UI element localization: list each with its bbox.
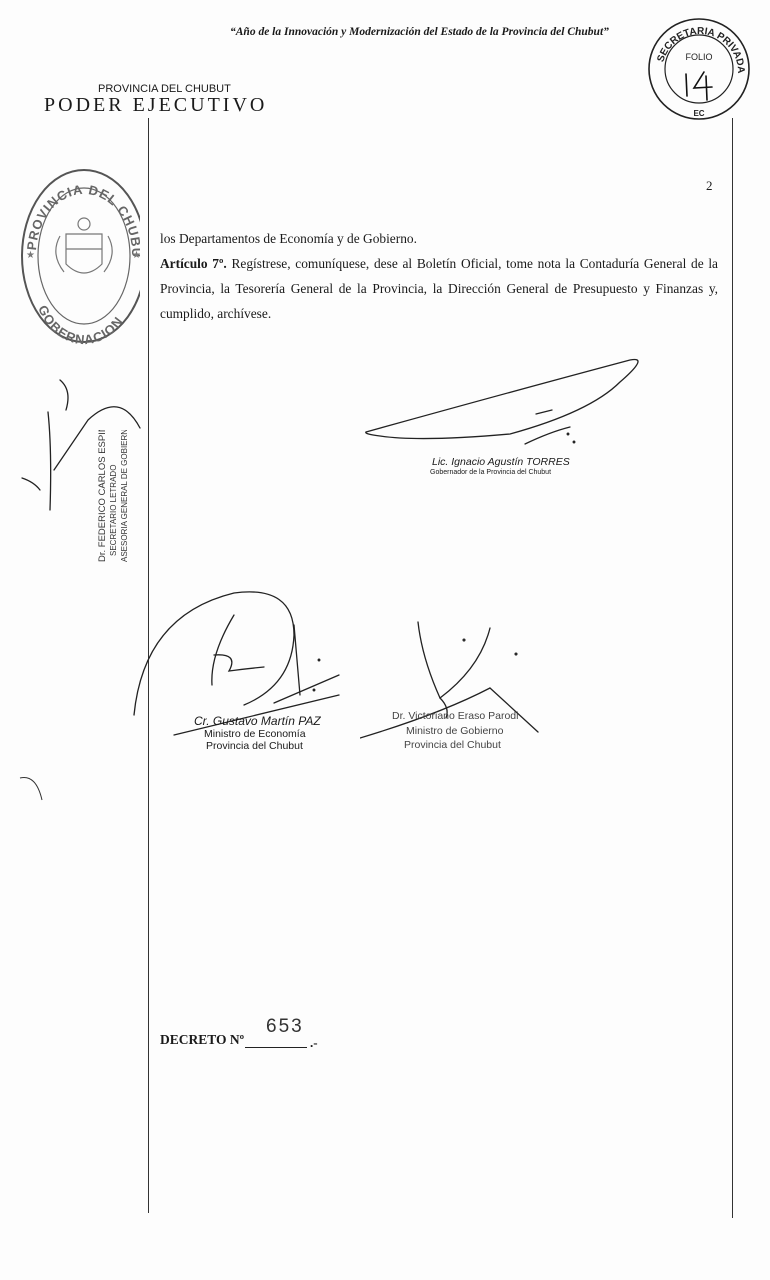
- svg-text:★: ★: [26, 250, 35, 261]
- folio-stamp-top-text: SECRETARIA PRIVADA: [655, 25, 747, 74]
- article-7: [160, 251, 718, 326]
- folio-label: FOLIO: [685, 52, 713, 62]
- margin-mark: [16, 770, 46, 810]
- decree-body: [160, 226, 718, 326]
- economy-minister-name: Cr. Gustavo Martín PAZ: [194, 714, 321, 728]
- government-minister-name: Dr. Victoriano Eraso Parodi: [392, 710, 519, 722]
- governor-title: Gobernador de la Provincia del Chubut: [430, 469, 552, 476]
- coat-of-arms-icon: [56, 218, 112, 273]
- decree-label: DECRETO Nº: [160, 1032, 245, 1047]
- side-stamp-line2: SECRETARIO LETRADO: [109, 464, 118, 556]
- page-number: 2: [706, 178, 713, 193]
- government-seal: [14, 154, 140, 352]
- decree-suffix: .-: [310, 1035, 318, 1050]
- folio-stamp: [646, 16, 752, 122]
- year-motto: “Año de la Innovación y Modernización del Estado de la Provincia del Chubut”: [230, 26, 609, 38]
- svg-text:★: ★: [132, 250, 140, 261]
- executive-power-heading: PODER EJECUTIVO: [44, 94, 268, 116]
- article-label: Artículo 7º.: [160, 256, 227, 271]
- side-stamp-line1: Dr. FEDERICO CARLOS ESPIN: [97, 430, 108, 562]
- government-minister-title: Ministro de Gobierno: [406, 725, 504, 737]
- body-line-departments: los Departamentos de Economía y de Gobierno.: [160, 231, 417, 246]
- economy-minister-title: Ministro de Economía: [204, 728, 306, 740]
- seal-bottom-text: GOBERNACION: [35, 302, 127, 348]
- right-margin-line: [732, 118, 733, 1218]
- side-stamp-line3: ASESORIA GENERAL DE GOBIERNO: [120, 430, 129, 562]
- government-minister-province: Provincia del Chubut: [404, 739, 501, 751]
- province-heading: PROVINCIA DEL CHUBUT: [98, 83, 231, 95]
- decree-number: 653: [266, 1016, 304, 1037]
- folio-stamp-bottom-text: EC: [693, 109, 705, 118]
- article-text: Regístrese, comuníquese, dese al Boletín Oficial, tome nota la Contaduría General de la Provincia, la Tesorería General de la Provincia, la Dirección General de Presupuesto y Finanzas y, cumplido, archívese.: [160, 256, 718, 321]
- margin-initials-signature: [10, 350, 150, 530]
- governor-signature: [360, 352, 650, 452]
- decree-number-underline: [245, 1047, 307, 1048]
- folio-number-handwritten: [686, 72, 712, 100]
- economy-minister-province: Provincia del Chubut: [206, 740, 303, 752]
- governor-name: Lic. Ignacio Agustín TORRES: [432, 456, 570, 468]
- seal-top-text: PROVINCIA DEL CH: [23, 181, 139, 251]
